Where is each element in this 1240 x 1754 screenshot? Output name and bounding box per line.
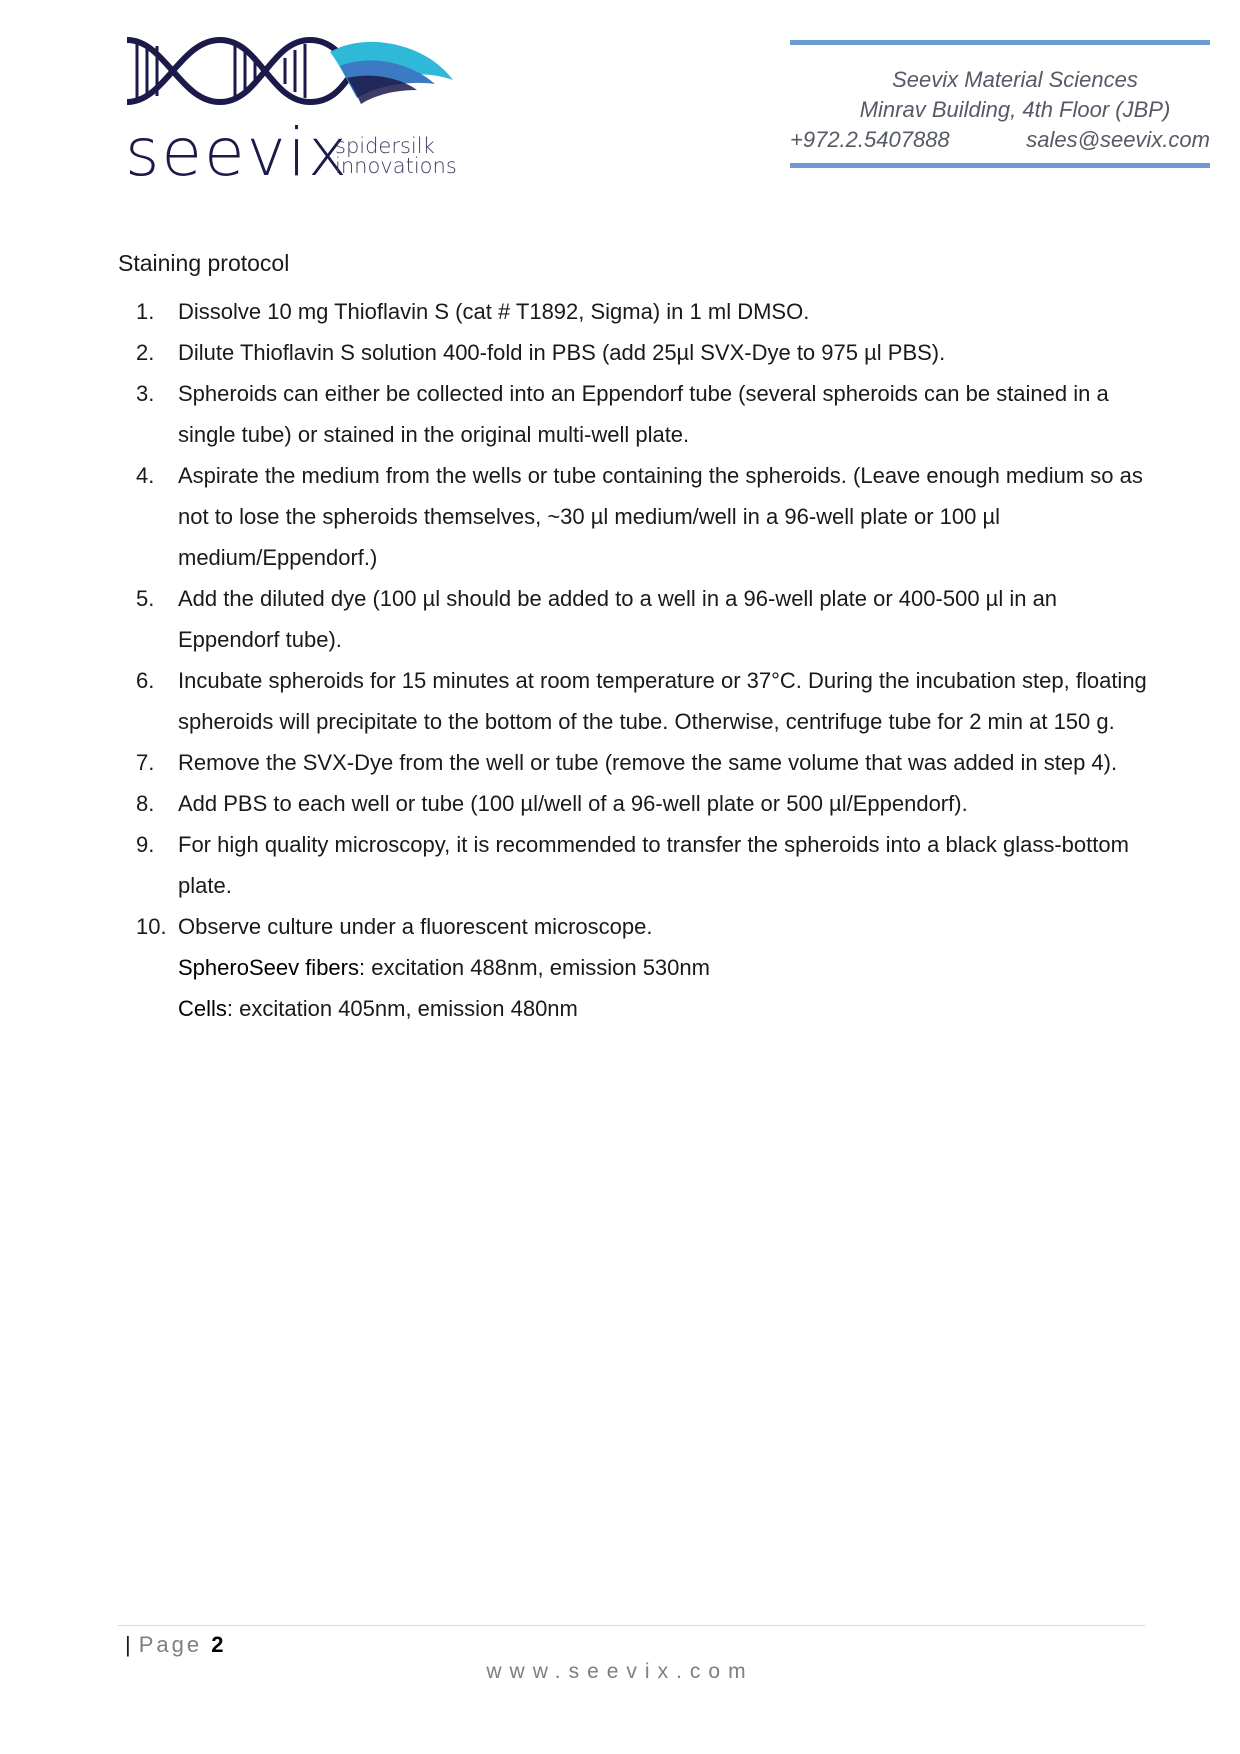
logo-tagline-line1: spidersilk <box>335 134 435 158</box>
step-number: 4. <box>136 463 155 488</box>
step-number: 3. <box>136 381 155 406</box>
fibers-spec <box>178 947 1148 988</box>
company-address: Minrav Building, 4th Floor (JBP) <box>859 97 1171 122</box>
logo-tagline-line2: innovations <box>335 154 457 178</box>
contact-bottom-rule <box>790 163 1210 168</box>
footer-divider <box>118 1625 1145 1626</box>
protocol-steps <box>118 291 1148 1029</box>
protocol-step-7 <box>118 742 1148 783</box>
protocol-step-9 <box>118 824 1148 906</box>
step-text <box>178 906 1148 1029</box>
step-text: Add the diluted dye (100 µl should be added to a well in a 96-well plate or 400-500 µl in an Eppendorf tube). <box>178 586 1058 652</box>
fibers-values: : excitation 488nm, emission 530nm <box>359 955 710 980</box>
contact-block <box>790 40 1210 168</box>
step-text: Aspirate the medium from the wells or tube containing the spheroids. (Leave enough medium so as not to lose the spheroids themselves, ~30 µl medium/well in a 96-well plate or 100 µl medium/Eppendorf.) <box>178 463 1143 570</box>
step-number: 5. <box>136 586 155 611</box>
logo-wordmark: seevix <box>125 114 350 191</box>
protocol-step-2 <box>118 332 1148 373</box>
protocol-step-1 <box>118 291 1148 332</box>
company-logo <box>125 32 457 191</box>
step-text: Remove the SVX-Dye from the well or tube (remove the same volume that was added in step 4). <box>178 750 1118 775</box>
step-text: Dissolve 10 mg Thioflavin S (cat # T1892, Sigma) in 1 ml DMSO. <box>178 299 810 324</box>
step-text: Dilute Thioflavin S solution 400-fold in PBS (add 25µl SVX-Dye to 975 µl PBS). <box>178 340 946 365</box>
website-url[interactable]: www.seevix.com <box>486 1660 754 1683</box>
protocol-step-10 <box>118 906 1148 1029</box>
protocol-step-4 <box>118 455 1148 578</box>
cells-label: Cells <box>178 996 227 1021</box>
step-10-text: Observe culture under a fluorescent microscope. <box>178 914 653 939</box>
step-number: 7. <box>136 750 155 775</box>
fibers-label: SpheroSeev fibers <box>178 955 359 980</box>
page-number: 2 <box>211 1632 224 1657</box>
protocol-step-5 <box>118 578 1148 660</box>
page-bar: | <box>125 1632 131 1657</box>
step-number: 2. <box>136 340 155 365</box>
protocol-step-6 <box>118 660 1148 742</box>
cells-spec <box>178 988 1148 1029</box>
company-name: Seevix Material Sciences <box>892 67 1138 92</box>
step-number: 1. <box>136 299 155 324</box>
dna-helix-logo-icon <box>125 32 455 112</box>
contact-phone-email <box>790 125 1210 155</box>
step-number: 8. <box>136 791 155 816</box>
protocol-step-8 <box>118 783 1148 824</box>
email-address[interactable]: sales@seevix.com <box>1026 127 1210 152</box>
step-number: 6. <box>136 668 155 693</box>
page-word: Page <box>138 1632 203 1657</box>
section-heading: Staining protocol <box>118 250 290 276</box>
logo-tagline <box>335 136 457 176</box>
step-text: Add PBS to each well or tube (100 µl/well of a 96-well plate or 500 µl/Eppendorf). <box>178 791 968 816</box>
phone-number: +972.2.5407888 <box>790 127 950 152</box>
step-number: 10. <box>136 914 167 939</box>
cells-values: : excitation 405nm, emission 480nm <box>226 996 578 1021</box>
page-indicator <box>125 1632 223 1658</box>
step-text: Spheroids can either be collected into an Eppendorf tube (several spheroids can be stained in a single tube) or stained in the original multi-well plate. <box>178 381 1109 447</box>
document-body <box>118 250 1148 1029</box>
step-text: Incubate spheroids for 15 minutes at room temperature or 37°C. During the incubation step, floating spheroids will precipitate to the bottom of the tube. Otherwise, centrifuge tube for 2 min at 150 g. <box>178 668 1147 734</box>
step-number: 9. <box>136 832 155 857</box>
step-text: For high quality microscopy, it is recommended to transfer the spheroids into a black glass-bottom plate. <box>178 832 1129 898</box>
protocol-step-3 <box>118 373 1148 455</box>
contact-lines <box>790 45 1210 163</box>
